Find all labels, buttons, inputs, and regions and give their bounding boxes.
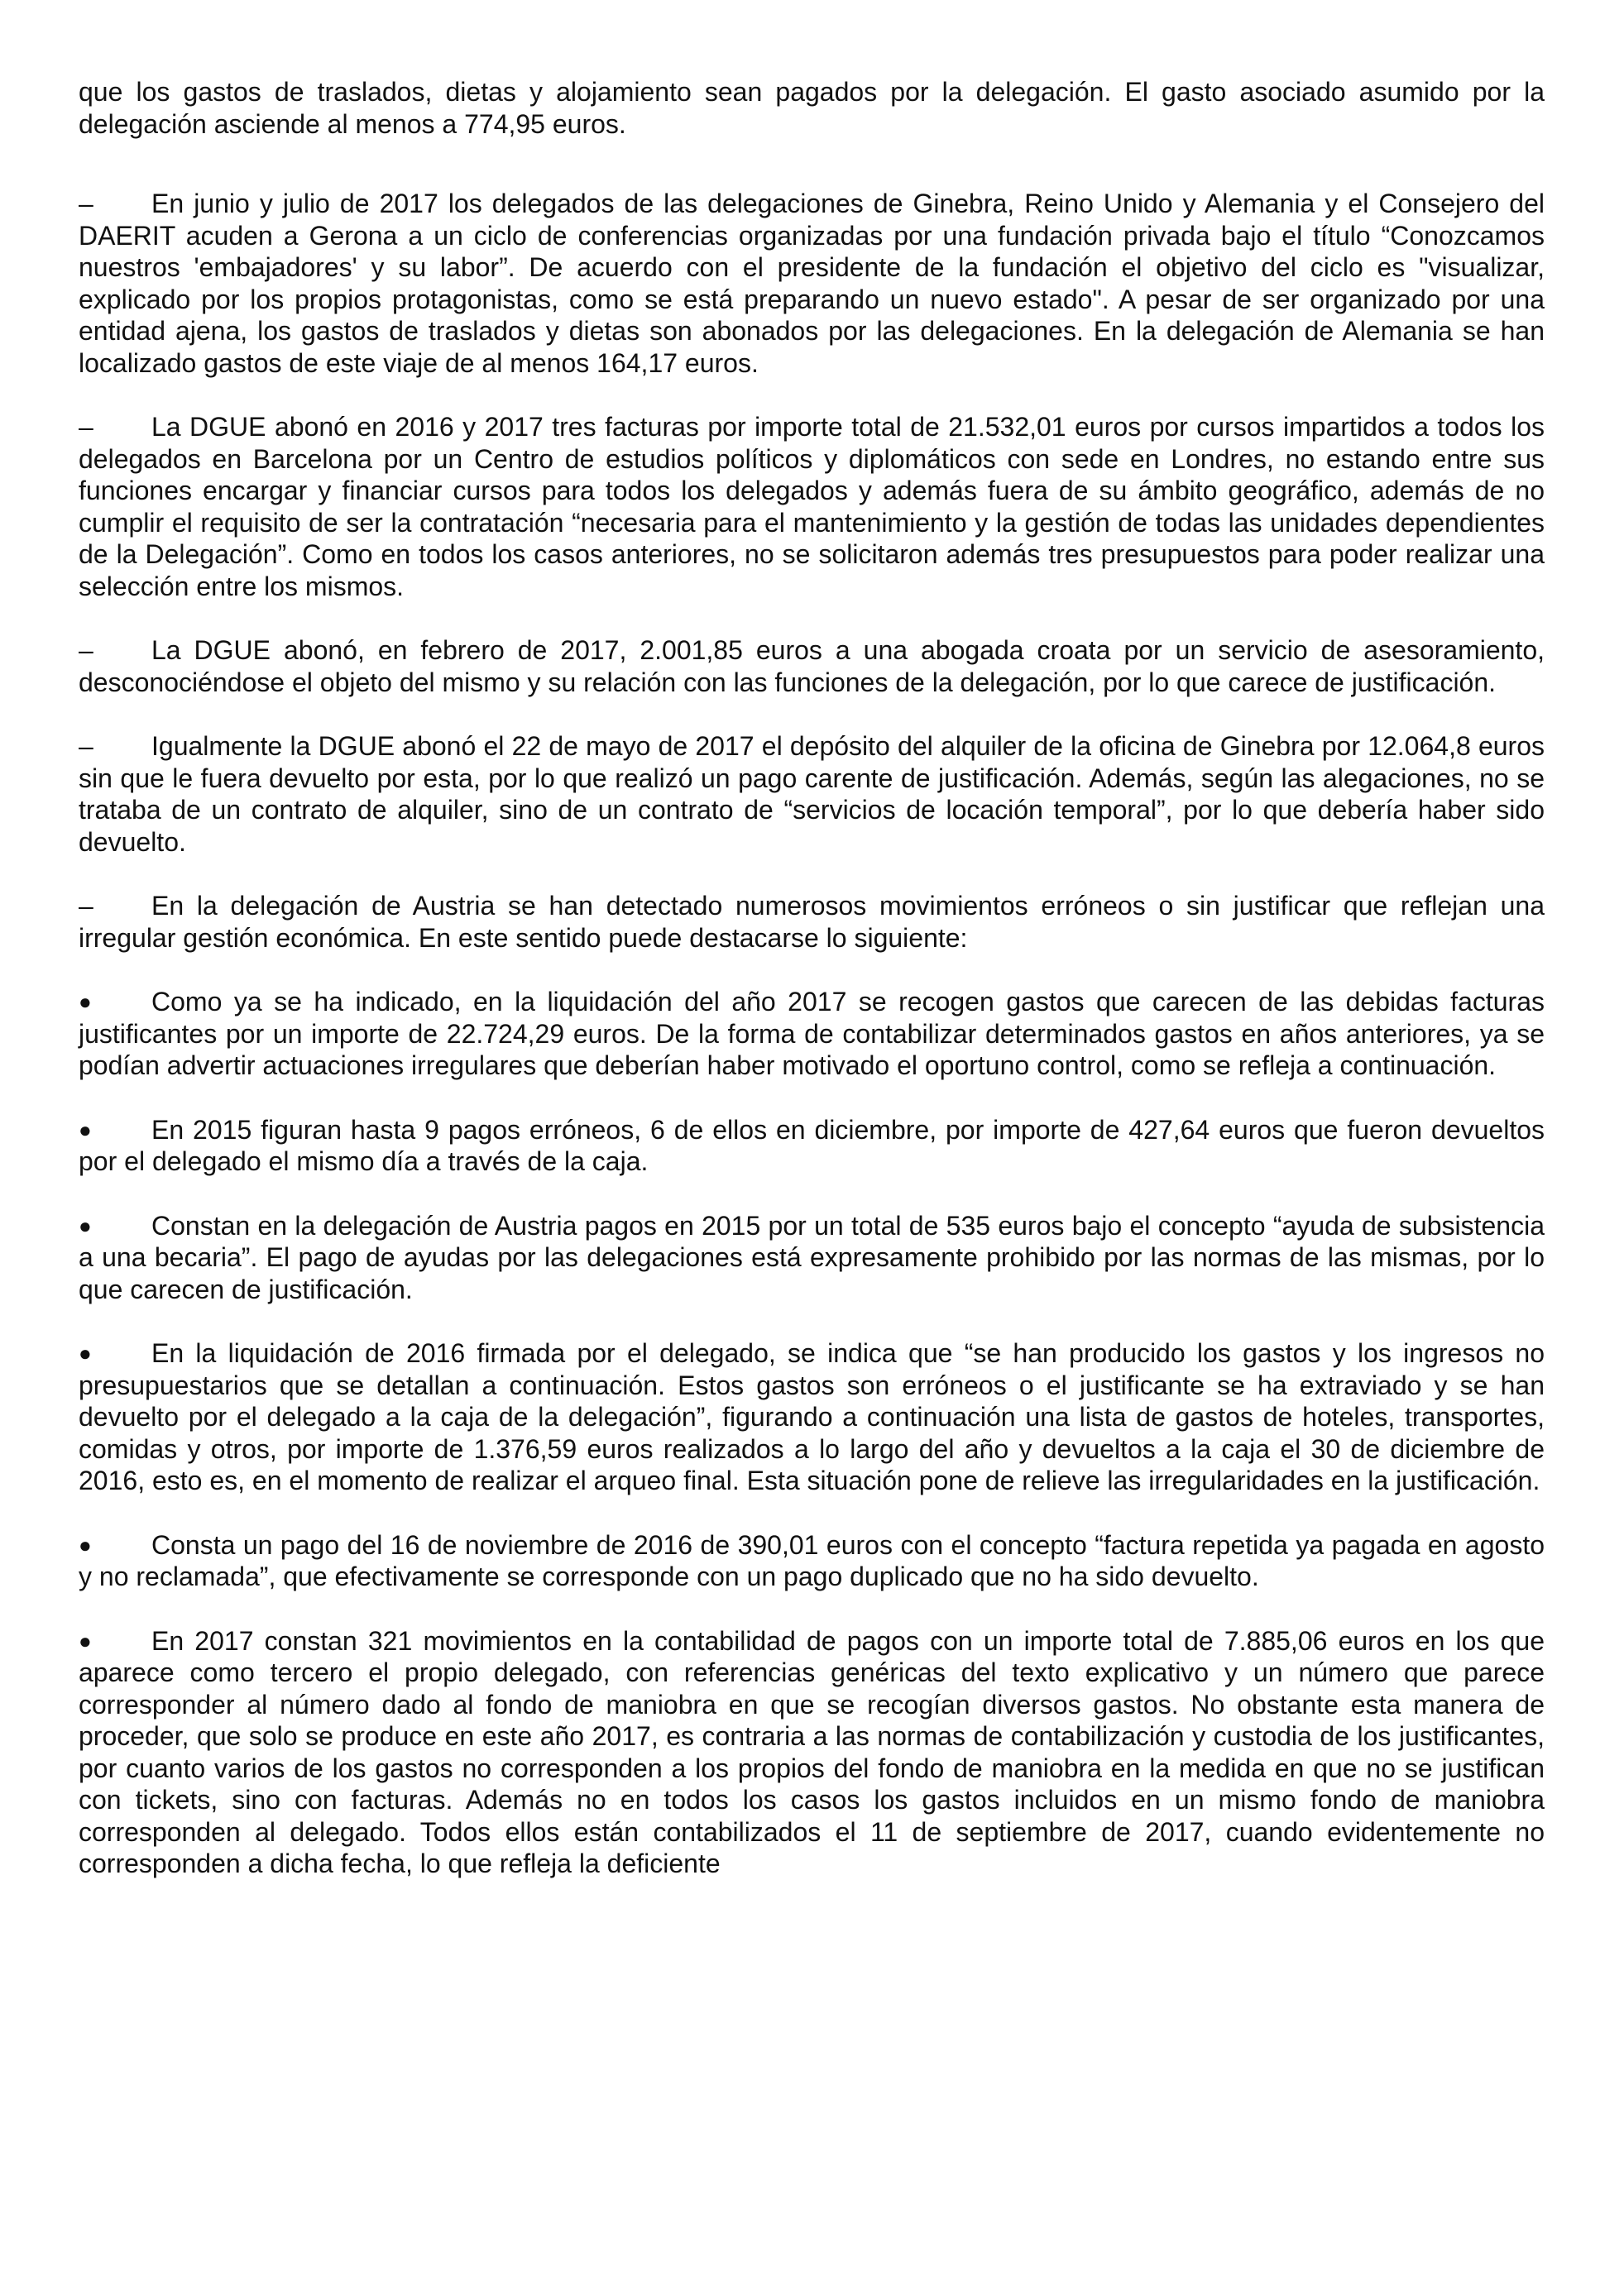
dash-marker: – <box>79 412 93 442</box>
bullet-list-item <box>79 1114 1545 1178</box>
bullet-marker <box>79 1337 151 1370</box>
bullet-icon: ● <box>79 1532 92 1557</box>
paragraph-continuation <box>79 76 1545 140</box>
paragraph-text: que los gastos de traslados, dietas y alojamiento sean pagados por la delegación. El gasto asociado asumido por la delegación asciende al menos a 774,95 euros. <box>79 77 1545 139</box>
dash-marker: – <box>79 635 93 665</box>
bullet-marker <box>79 1625 151 1657</box>
dash-list-item <box>79 730 1545 858</box>
bullet-list-item <box>79 1337 1545 1497</box>
paragraph-text: En la delegación de Austria se han detectado numerosos movimientos erróneos o sin justificar que reflejan una irregular gestión económica. En este sentido puede destacarse lo siguiente: <box>79 891 1545 953</box>
bullet-icon: ● <box>79 1628 92 1653</box>
dash-marker: – <box>79 731 93 761</box>
dash-list-item <box>79 634 1545 698</box>
bullet-list-item <box>79 1625 1545 1880</box>
bullet-icon: ● <box>79 1117 92 1142</box>
bullet-marker <box>79 1210 151 1242</box>
bullet-icon: ● <box>79 1341 92 1366</box>
dash-list-item <box>79 890 1545 954</box>
paragraph-text: Como ya se ha indicado, en la liquidación del año 2017 se recogen gastos que carecen de las debidas facturas justificantes por un importe de 22.724,29 euros. De la forma de contabilizar determinados gastos en años anteriores, ya se podían advertir actuaciones irregulares que deberían haber motivado el oportuno control, como se refleja a continuación. <box>79 987 1545 1080</box>
document-page <box>79 76 1545 1880</box>
bullet-icon: ● <box>79 989 92 1014</box>
dash-marker: – <box>79 189 93 218</box>
bullet-marker <box>79 986 151 1018</box>
bullet-list-item <box>79 1210 1545 1306</box>
paragraph-text: La DGUE abonó en 2016 y 2017 tres facturas por importe total de 21.532,01 euros por cursos impartidos a todos los delegados en Barcelona por un Centro de estudios políticos y diplomáticos con sede en Londres, no estando entre sus funciones encargar y financiar cursos para todos los delegados y además fuera de su ámbito geográfico, además de no cumplir el requisito de ser la contratación “necesaria para el mantenimiento y la gestión de todas las unidades dependientes de la Delegación”. Como en todos los casos anteriores, no se solicitaron además tres presupuestos para poder realizar una selección entre los mismos. <box>79 412 1545 601</box>
paragraph-text: Consta un pago del 16 de noviembre de 2016 de 390,01 euros con el concepto “factura repetida ya pagada en agosto y no reclamada”, que efectivamente se corresponde con un pago duplicado que no ha sido devuelto. <box>79 1529 1545 1591</box>
bullet-marker <box>79 1114 151 1146</box>
paragraph-text: La DGUE abonó, en febrero de 2017, 2.001,85 euros a una abogada croata por un servicio de asesoramiento, desconociéndose el objeto del mismo y su relación con las funciones de la delegación, por lo que carece de justificación. <box>79 635 1545 697</box>
paragraph-text: Constan en la delegación de Austria pagos en 2015 por un total de 535 euros bajo el concepto “ayuda de subsistencia a una becaria”. El pago de ayudas por las delegaciones está expresamente prohibido por las normas de las mismas, por lo que carecen de justificación. <box>79 1210 1545 1304</box>
paragraph-text: En 2017 constan 321 movimientos en la contabilidad de pagos con un importe total de 7.885,06 euros en los que aparece como tercero el propio delegado, con referencias genéricas del texto explicativo y un número que parece corresponder al número dado al fondo de maniobra en que se recogían diversos gastos. No obstante esta manera de proceder, que solo se produce en este año 2017, es contraria a las normas de contabilización y custodia de los justificantes, por cuanto varios de los gastos no corresponden a los propios del fondo de maniobra en la medida en que no se justifican con tickets, sino con facturas. Además no en todos los casos los gastos incluidos en un mismo fondo de maniobra corresponden al delegado. Todos ellos están contabilizados el 11 de septiembre de 2017, cuando evidentemente no corresponden a dicha fecha, lo que refleja la deficiente <box>79 1625 1545 1878</box>
paragraph-text: En 2015 figuran hasta 9 pagos erróneos, 6 de ellos en diciembre, por importe de 427,64 euros que fueron devueltos por el delegado el mismo día a través de la caja. <box>79 1114 1545 1176</box>
bullet-icon: ● <box>79 1213 92 1238</box>
paragraph-text: Igualmente la DGUE abonó el 22 de mayo de 2017 el depósito del alquiler de la oficina de Ginebra por 12.064,8 euros sin que le fuera devuelto por esta, por lo que realizó un pago carente de justificación. Además, según las alegaciones, no se trataba de un contrato de alquiler, sino de un contrato de “servicios de locación temporal”, por lo que debería haber sido devuelto. <box>79 731 1545 857</box>
bullet-list-item <box>79 1529 1545 1593</box>
dash-list-item <box>79 188 1545 379</box>
dash-list-item <box>79 411 1545 602</box>
dash-marker: – <box>79 891 93 921</box>
paragraph-text: En la liquidación de 2016 firmada por el delegado, se indica que “se han producido los gastos y los ingresos no presupuestarios que se detallan a continuación. Estos gastos son erróneos o el justificante se ha extraviado y se han devuelto por el delegado a la caja de la delegación”, figurando a continuación una lista de gastos de hoteles, transportes, comidas y otros, por importe de 1.376,59 euros realizados a lo largo del año y devueltos a la caja el 30 de diciembre de 2016, esto es, en el momento de realizar el arqueo final. Esta situación pone de relieve las irregularidades en la justificación. <box>79 1338 1545 1495</box>
paragraph-text: En junio y julio de 2017 los delegados de las delegaciones de Ginebra, Reino Unido y Alemania y el Consejero del DAERIT acuden a Gerona a un ciclo de conferencias organizadas por una fundación privada bajo el título “Conozcamos nuestros 'embajadores' y su labor”. De acuerdo con el presidente de la fundación el objetivo del ciclo es "visualizar, explicado por los propios protagonistas, como se está preparando un nuevo estado". A pesar de ser organizado por una entidad ajena, los gastos de traslados y dietas son abonados por las delegaciones. En la delegación de Alemania se han localizado gastos de este viaje de al menos 164,17 euros. <box>79 189 1545 378</box>
bullet-marker <box>79 1529 151 1562</box>
bullet-list-item <box>79 986 1545 1082</box>
